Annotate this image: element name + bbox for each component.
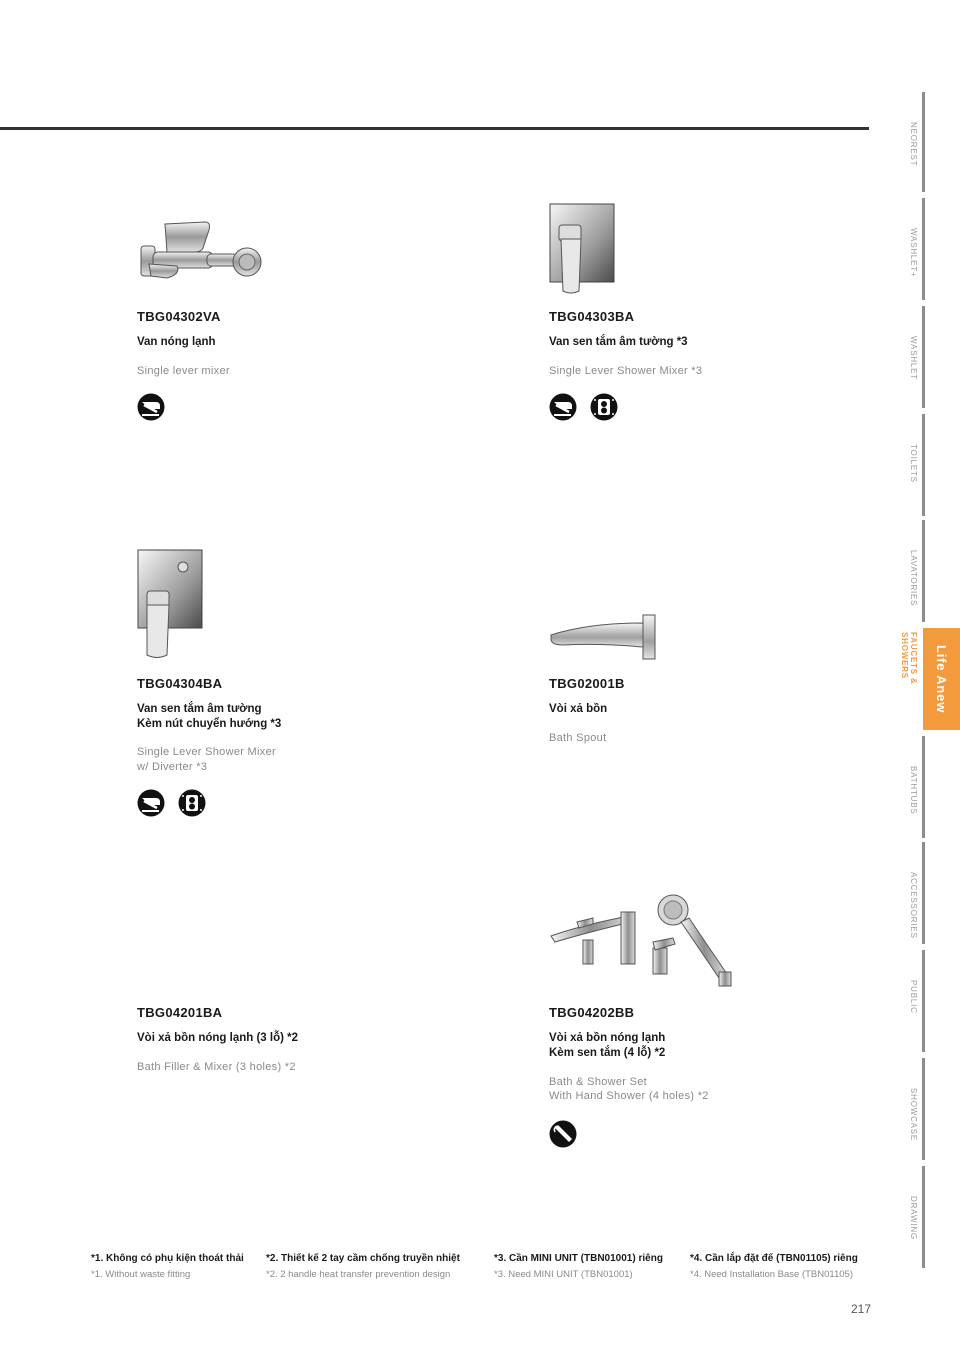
footnote-vn: *1. Không có phụ kiện thoát thải: [91, 1253, 244, 1264]
product-code: TBG04202BB: [549, 1005, 635, 1020]
tab-label: DRAWING: [909, 1196, 918, 1240]
tab-label: WASHLET: [909, 336, 918, 380]
product-code: TBG04302VA: [137, 309, 221, 324]
product-name-vn: Vòi xả bồn: [549, 703, 608, 715]
product-name-vn: Vòi xả bồn nóng lạnh: [549, 1032, 666, 1044]
tab-toilets[interactable]: [896, 414, 918, 516]
tab-washlet[interactable]: [896, 306, 918, 408]
tab-drawing[interactable]: [896, 1166, 918, 1268]
footnote-en: *2. 2 handle heat transfer prevention design: [266, 1269, 451, 1280]
tab-divider: [922, 1166, 925, 1268]
footnote-vn: *3. Cần MINI UNIT (TBN01001) riêng: [494, 1253, 663, 1264]
mixer-icon: [137, 393, 165, 421]
footnote-4: [690, 1252, 858, 1281]
product-name-vn: Vòi xả bồn nóng lạnh (3 lỗ) *2: [137, 1032, 299, 1044]
header-rule: [0, 127, 869, 130]
product-name-vn-line2: Kèm sen tắm (4 lỗ) *2: [549, 1047, 666, 1059]
footnote-en: *1. Without waste fitting: [91, 1269, 191, 1280]
product-image: [137, 549, 205, 661]
tab-divider: [922, 736, 925, 838]
tab-bathtubs[interactable]: [896, 736, 918, 838]
tab-divider: [922, 306, 925, 408]
tab-public[interactable]: [896, 950, 918, 1052]
tab-divider: [922, 414, 925, 516]
tab-label: ACCESSORIES: [909, 872, 918, 939]
product-image: [549, 892, 735, 988]
product-image: [549, 613, 657, 661]
brand-label: Life Anew: [934, 644, 949, 714]
product-name-vn-line2: Kèm nút chuyển hướng *3: [137, 718, 282, 730]
tab-divider: [922, 198, 925, 300]
brand-tab-life-anew: [923, 628, 960, 730]
tab-label: LAVATORIES: [909, 550, 918, 607]
tab-divider: [922, 520, 925, 622]
footnote-1: [91, 1252, 244, 1281]
product-name-en: Bath Spout: [549, 732, 607, 744]
tab-divider: [922, 1058, 925, 1160]
tab-divider: [922, 842, 925, 944]
product-name-en: Bath Filler & Mixer (3 holes) *2: [137, 1061, 296, 1073]
tab-label: NEOREST: [909, 122, 918, 167]
page-number: 217: [851, 1302, 872, 1316]
product-code: TBG04303BA: [549, 309, 635, 324]
footnote-en: *3. Need MINI UNIT (TBN01001): [494, 1269, 633, 1280]
tab-faucets-showers[interactable]: [896, 602, 918, 728]
tab-showcase[interactable]: [896, 1058, 918, 1160]
product-name-en: Single lever mixer: [137, 365, 230, 377]
product-name-en: Bath & Shower Set: [549, 1076, 648, 1088]
product-code: TBG04304BA: [137, 676, 223, 691]
tab-label: WASHLET+: [909, 228, 918, 278]
product-name-vn: Van sen tắm âm tường: [137, 703, 262, 715]
product-image: [549, 203, 617, 295]
tab-divider: [922, 950, 925, 1052]
tab-label: TOILETS: [909, 444, 918, 483]
footnote-vn: *4. Cần lắp đặt đế (TBN01105) riêng: [690, 1253, 858, 1264]
product-name-vn: Van nóng lạnh: [137, 336, 216, 348]
mini-unit-icon: [178, 789, 206, 817]
mixer-icon: [137, 789, 165, 817]
footnote-2: [266, 1252, 460, 1281]
product-name-en: Single Lever Shower Mixer *3: [549, 365, 703, 377]
hand-shower-icon: [549, 1120, 577, 1148]
footnote-3: [494, 1252, 663, 1281]
tab-label: FAUCETS & SHOWERS: [900, 632, 918, 685]
tab-label: PUBLIC: [909, 980, 918, 1014]
mixer-icon: [549, 393, 577, 421]
tab-accessories[interactable]: [896, 842, 918, 944]
product-name-en: Single Lever Shower Mixer: [137, 746, 276, 758]
tab-washlet-plus[interactable]: [896, 198, 918, 300]
mini-unit-icon: [590, 393, 618, 421]
footnote-en: *4. Need Installation Base (TBN01105): [690, 1269, 853, 1280]
product-code: TBG04201BA: [137, 1005, 223, 1020]
tab-neorest[interactable]: [896, 92, 918, 192]
product-name-en-line2: With Hand Shower (4 holes) *2: [549, 1090, 709, 1102]
product-image: [137, 218, 263, 288]
tab-label: SHOWCASE: [909, 1088, 918, 1142]
footnote-vn: *2. Thiết kế 2 tay cầm chống truyền nhiệt: [266, 1253, 460, 1264]
product-name-en-line2: w/ Diverter *3: [137, 761, 208, 773]
tab-divider: [922, 92, 925, 192]
product-name-vn: Van sen tắm âm tường *3: [549, 336, 688, 348]
product-code: TBG02001B: [549, 676, 625, 691]
tab-label: BATHTUBS: [909, 766, 918, 815]
